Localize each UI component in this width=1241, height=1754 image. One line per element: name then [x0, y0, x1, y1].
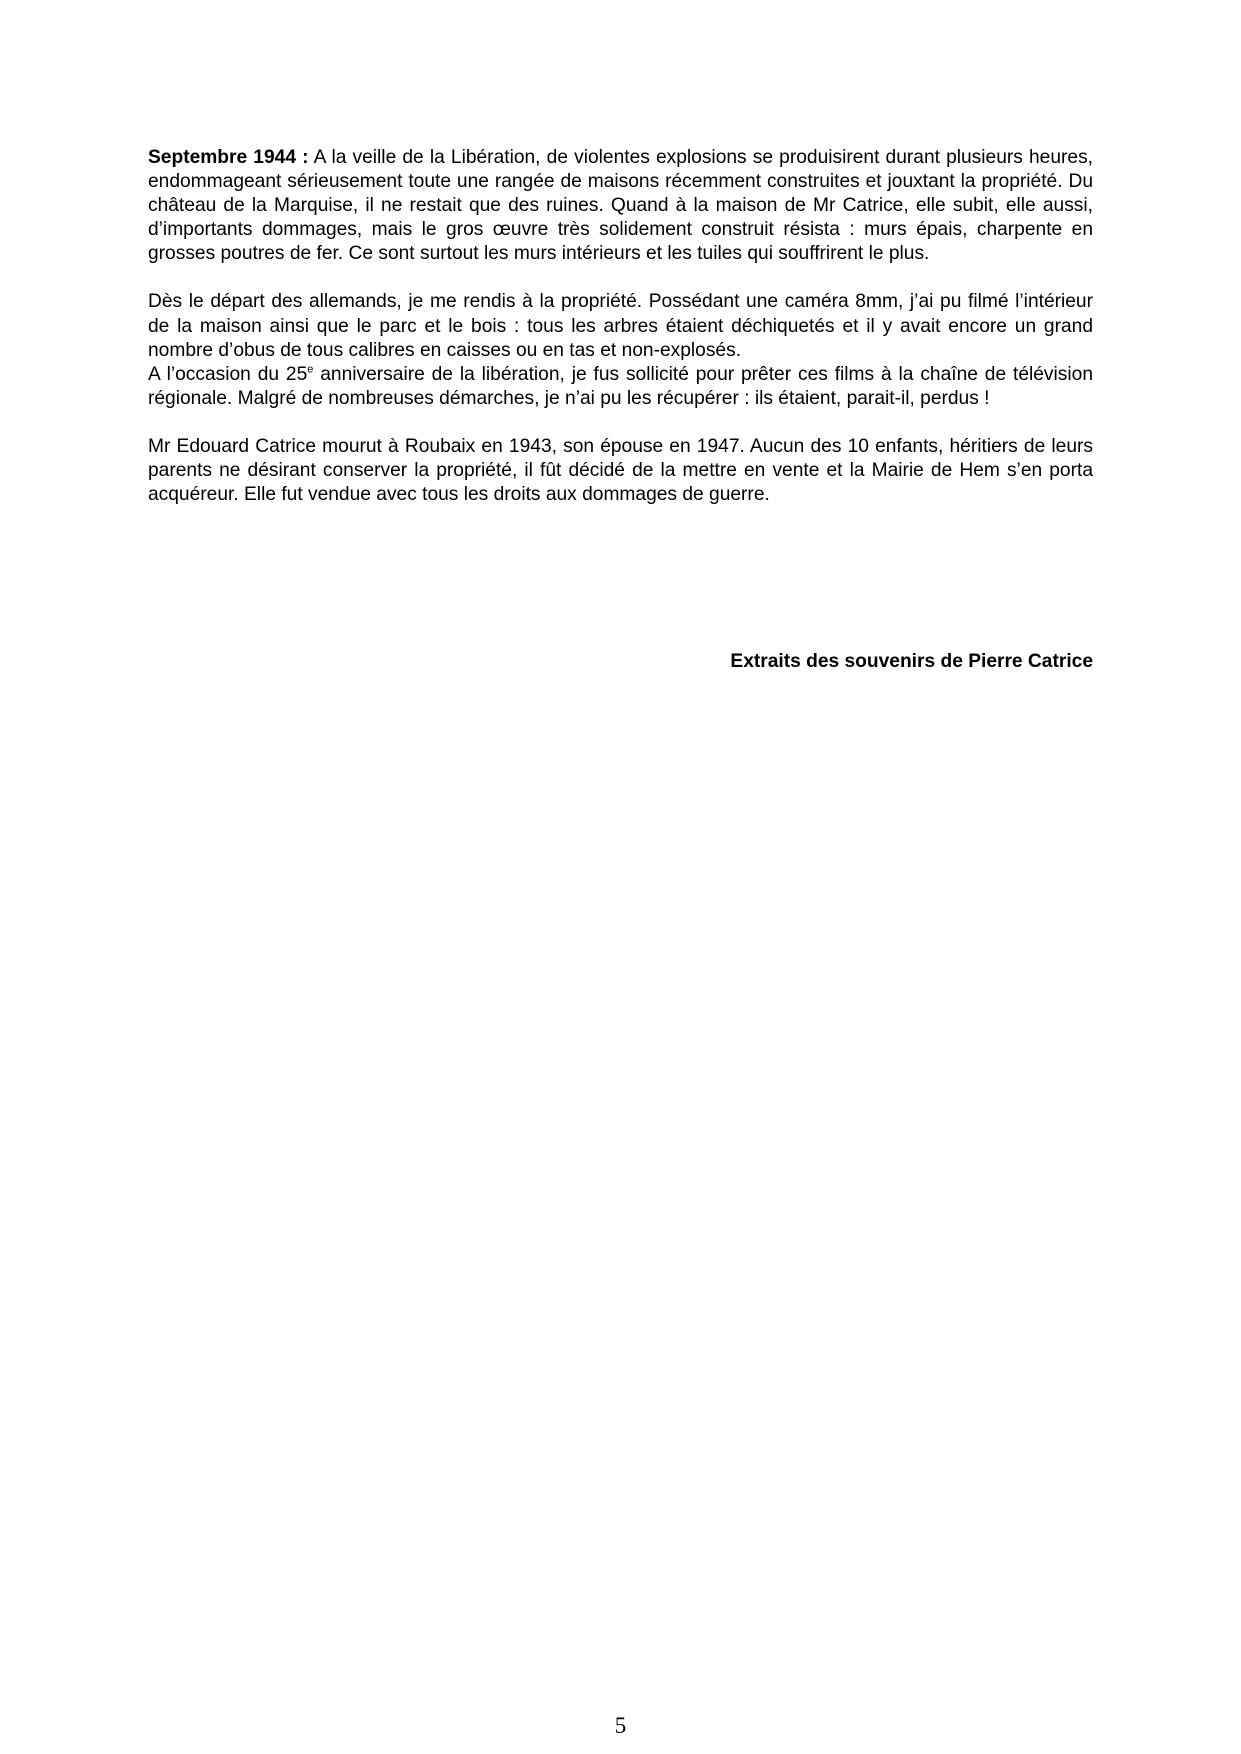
- paragraph-lead-date: Septembre 1944 :: [148, 147, 309, 168]
- document-body: [148, 146, 1093, 531]
- paragraph-camera: Dès le départ des allemands, je me rendis à la propriété. Possédant une caméra 8mm, j’ai pu filmé l’intérieur de la maison ainsi que le parc et le bois : tous les arbres étaient déchiquetés et il y avait encore un grand nombre d’obus de tous calibres en caisses ou en tas et non-explosés.: [148, 291, 1093, 361]
- signature-line: Extraits des souvenirs de Pierre Catrice: [730, 651, 1093, 672]
- ordinal-superscript: e: [307, 363, 314, 376]
- paragraph-text: A la veille de la Libération, de violentes explosions se produisirent durant plusieurs heures, endommageant sérieusement toute une rangée de maisons récemment construites et jouxtant la propriété. Du château de la Marquise, il ne restait que des ruines. Quand à la maison de Mr Catrice, elle subit, elle aussi, d’importants dommages, mais le gros œuvre très solidement construit résista : murs épais, charpente en grosses poutres de fer. Ce sont surtout les murs intérieurs et les tuiles qui souffrirent le plus.: [148, 147, 1093, 265]
- paragraph-anniversary: [148, 363, 1093, 411]
- paragraph-sale: Mr Edouard Catrice mourut à Roubaix en 1943, son épouse en 1947. Aucun des 10 enfants, héritiers de leurs parents ne désirant conserver la propriété, il fût décidé de la mettre en vente et la Mairie de Hem s’en porta acquéreur. Elle fut vendue avec tous les droits aux dommages de guerre.: [148, 435, 1093, 506]
- paragraph-text-start: A l’occasion du 25: [148, 363, 308, 385]
- paragraph-text-end: anniversaire de la libération, je fus sollicité pour prêter ces films à la chaîne de télévision régionale. Malgré de nombreuses démarches, je n’ai pu les récupérer : ils étaient, parait-il, perdus !: [148, 363, 1093, 409]
- paragraph-september-1944: [148, 146, 1093, 266]
- page-number: 5: [614, 1713, 627, 1738]
